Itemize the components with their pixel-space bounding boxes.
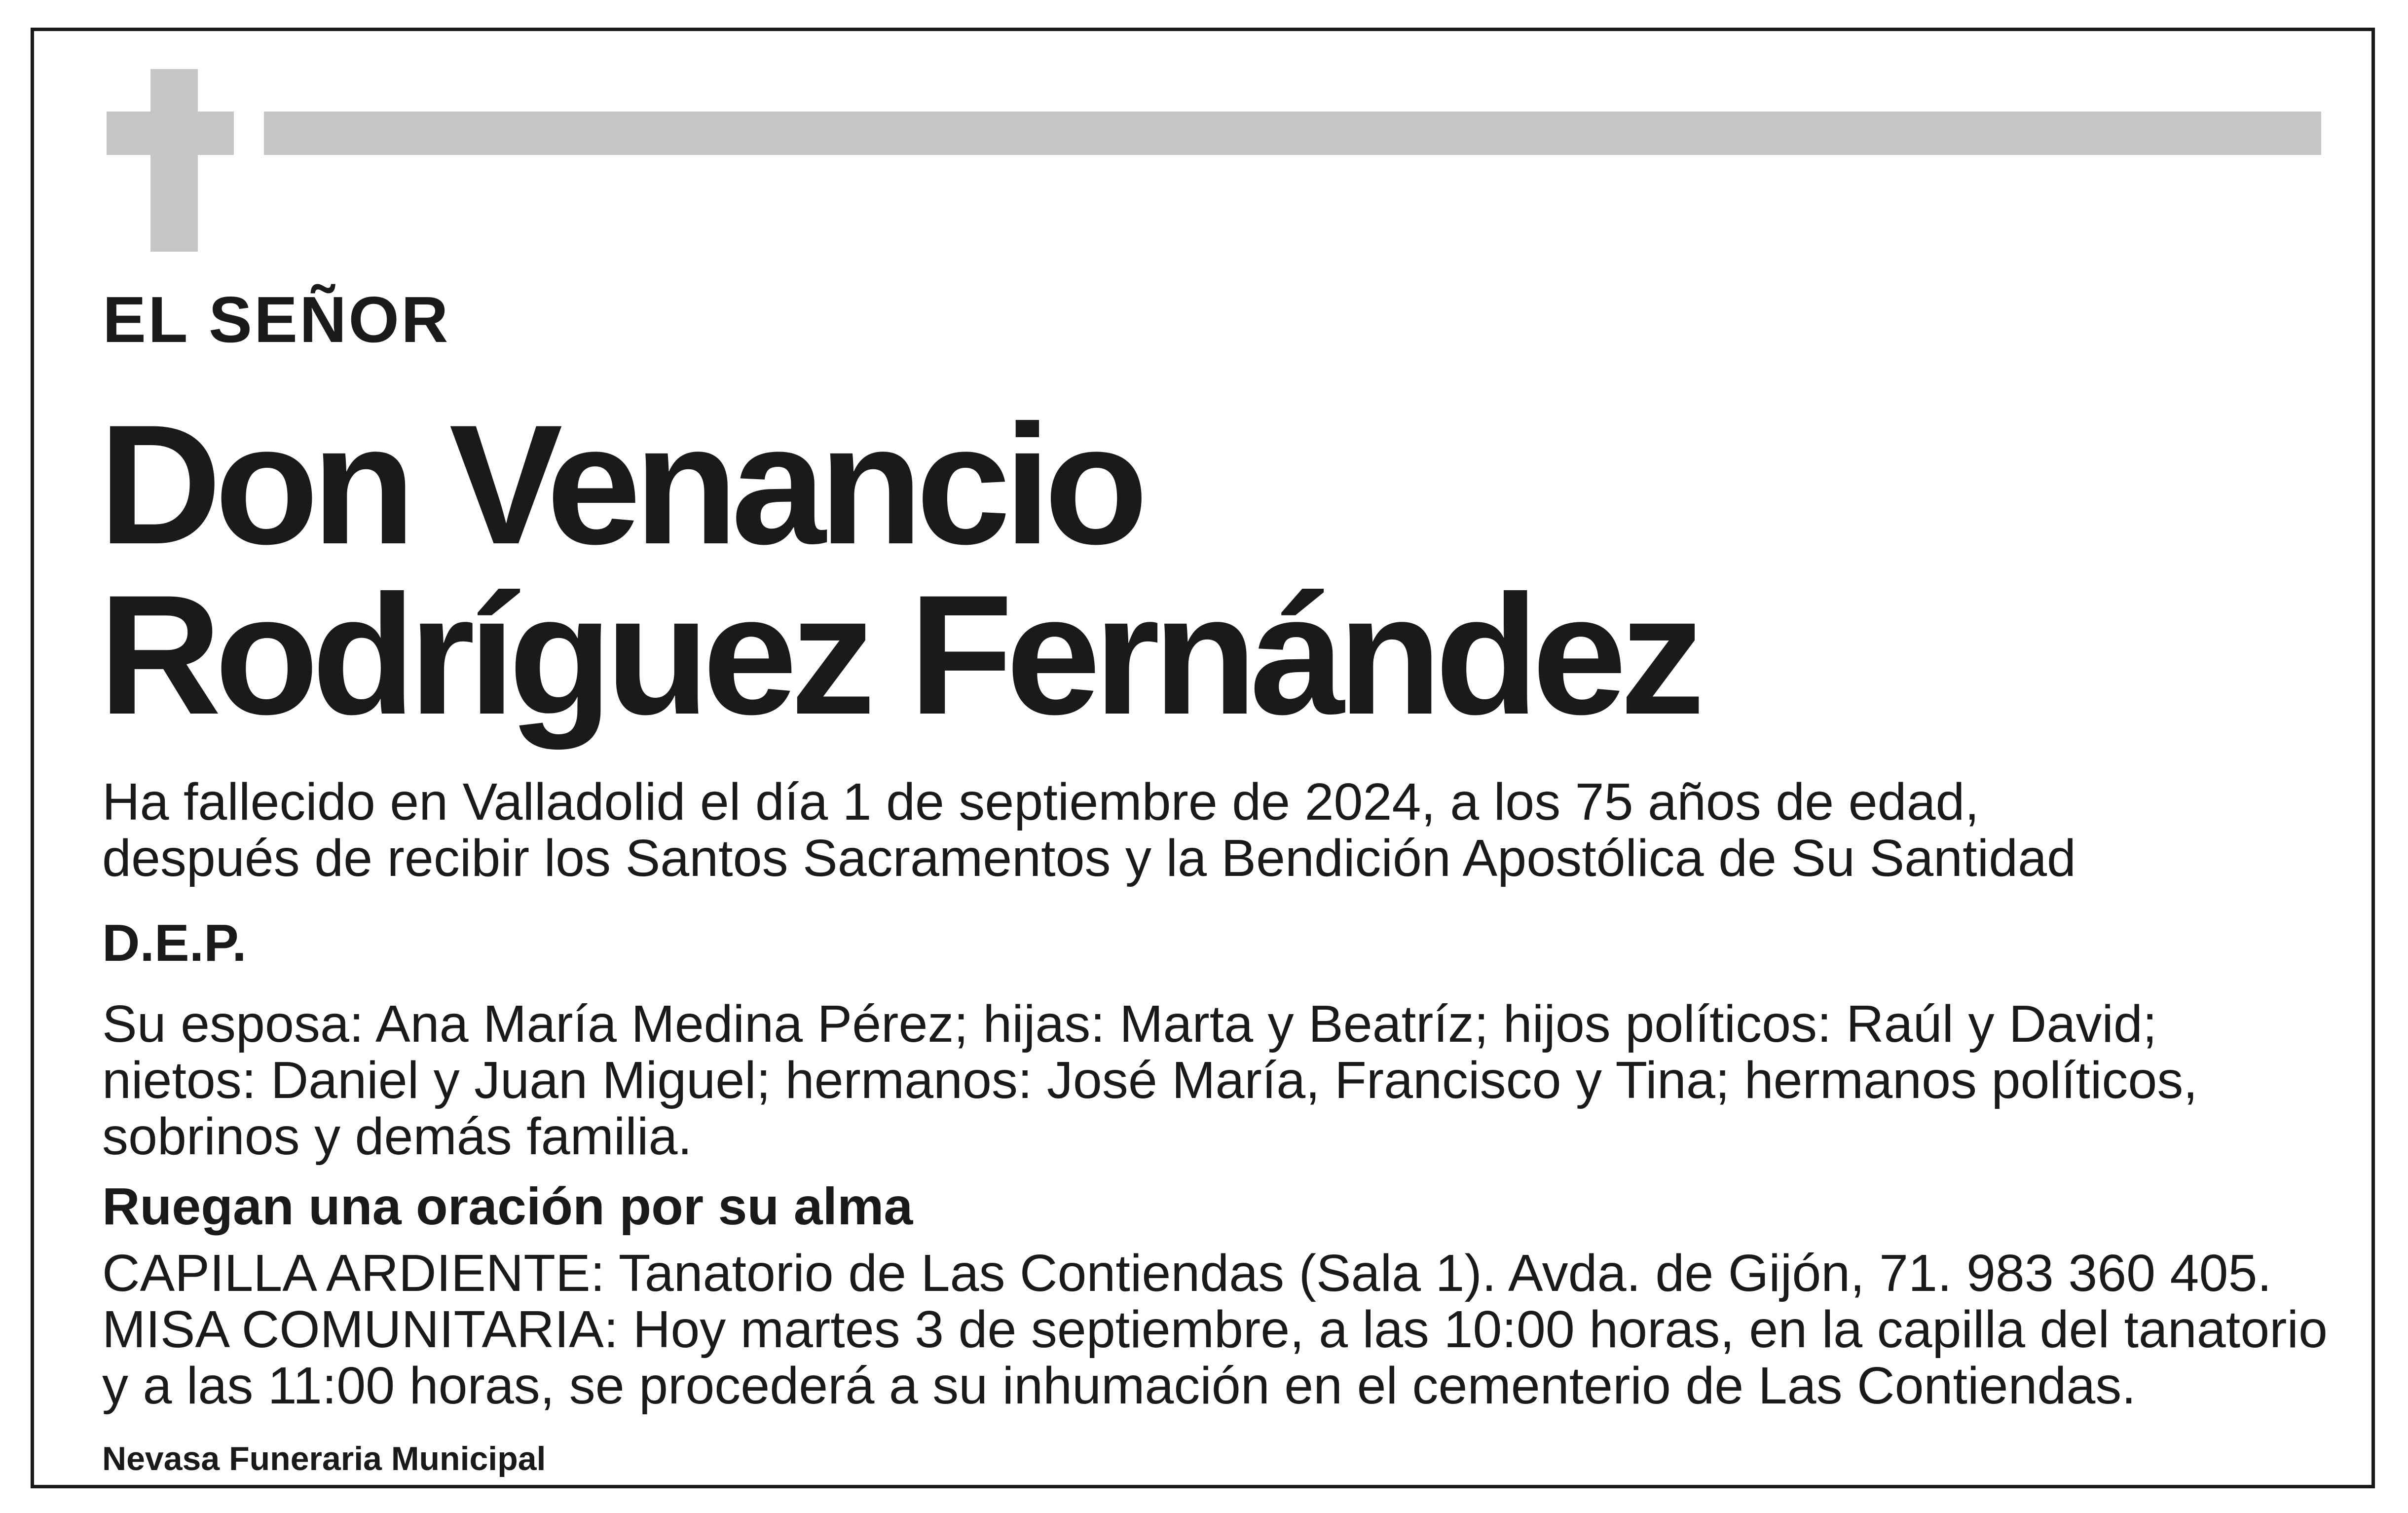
- deceased-name-line-2: Rodríguez Fernández: [99, 560, 1698, 750]
- death-details: [102, 774, 2076, 886]
- family-list-line: Su esposa: Ana María Medina Pérez; hijas: Marta y Beatríz; hijos políticos: Raúl y David;: [102, 995, 2157, 1053]
- family-list-line: nietos: Daniel y Juan Miguel; hermanos: José María, Francisco y Tina; hermanos políticos,: [102, 1051, 2198, 1109]
- service-details: [102, 1245, 2328, 1414]
- prayer-request: Ruegan una oración por su alma: [102, 1177, 913, 1236]
- family-list: [102, 996, 2198, 1165]
- family-list-line: sobrinos y demás familia.: [102, 1107, 692, 1166]
- deceased-name-line-1: Don Venancio: [99, 390, 1142, 580]
- service-details-line: CAPILLA ARDIENTE: Tanatorio de Las Contiendas (Sala 1). Avda. de Gijón, 71. 983 360 405.: [102, 1244, 2272, 1302]
- service-details-line: MISA COMUNITARIA: Hoy martes 3 de septiembre, a las 10:00 horas, en la capilla del tanatorio: [102, 1300, 2328, 1359]
- honorific-prefix: EL SEÑOR: [103, 283, 450, 356]
- death-details-line: Ha fallecido en Valladolid el día 1 de septiembre de 2024, a los 75 años de edad,: [102, 773, 1979, 831]
- header-rule: [264, 112, 2321, 155]
- service-details-line: y a las 11:00 horas, se procederá a su inhumación en el cementerio de Las Contiendas.: [102, 1357, 2136, 1415]
- deceased-name: [99, 390, 1698, 750]
- rip-abbreviation: D.E.P.: [102, 914, 247, 972]
- cross-icon: [150, 69, 198, 252]
- funeral-home-name: Nevasa Funeraria Municipal: [102, 1440, 546, 1477]
- cross-icon-bar: [107, 112, 234, 155]
- death-details-line: después de recibir los Santos Sacramentos y la Bendición Apostólica de Su Santidad: [102, 829, 2076, 887]
